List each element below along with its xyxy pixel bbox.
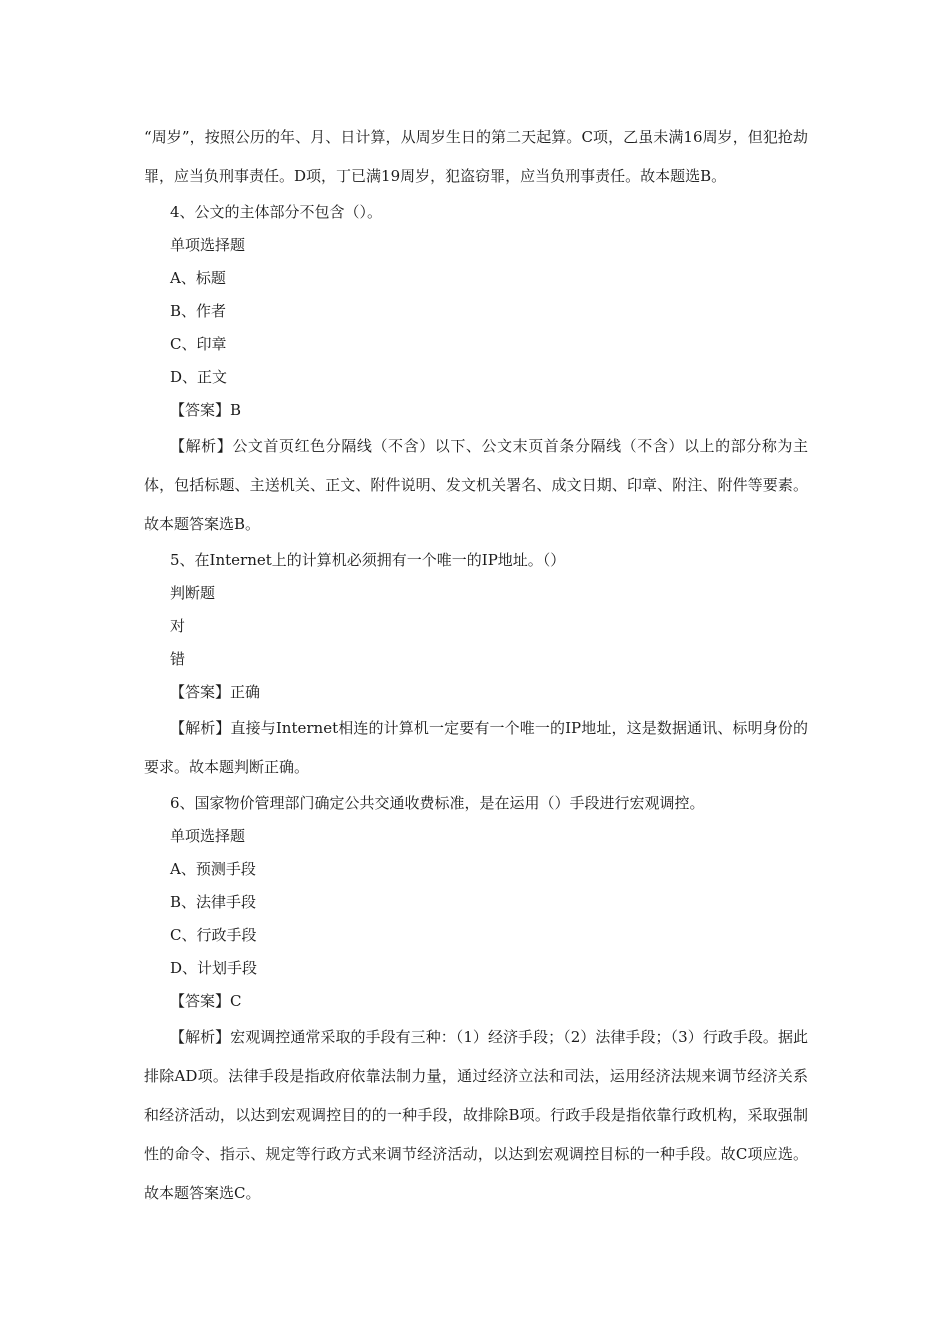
option-d: D、正文 bbox=[170, 368, 228, 386]
answer-line bbox=[144, 394, 808, 427]
analysis-paragraph bbox=[144, 427, 808, 544]
question-type: 单项选择题 bbox=[170, 236, 246, 254]
option-c: C、行政手段 bbox=[170, 926, 257, 944]
analysis-text: 直接与Internet相连的计算机一定要有一个唯一的IP地址，这是数据通讯、标明身份的要求。故本题判断正确。 bbox=[144, 719, 808, 776]
analysis-text: 宏观调控通常采取的手段有三种：（1）经济手段；（2）法律手段；（3）行政手段。据此排除AD项。法律手段是指政府依靠法制力量，通过经济立法和司法，运用经济法规来调节经济关系和经济活动，以达到宏观调控目的的一种手段，故排除B项。行政手段是指依靠行政机构，采取强制性的命令、指示、规定等行政方式来调节经济活动，以达到宏观调控目标的一种手段。故C项应选。故本题答案选C。 bbox=[144, 1028, 808, 1202]
option-a: A、预测手段 bbox=[170, 860, 256, 878]
question-4 bbox=[144, 196, 808, 544]
answer-value: C bbox=[230, 992, 242, 1010]
question-stem: 5、在Internet上的计算机必须拥有一个唯一的IP地址。（） bbox=[170, 551, 566, 569]
answer-label: 【答案】 bbox=[170, 401, 231, 419]
analysis-label: 【解析】 bbox=[170, 719, 231, 737]
option-d: D、计划手段 bbox=[170, 959, 258, 977]
option-c: C、印章 bbox=[170, 335, 227, 353]
question-5 bbox=[144, 544, 808, 787]
question-6 bbox=[144, 787, 808, 1213]
analysis-paragraph bbox=[144, 1018, 808, 1213]
option-b: B、法律手段 bbox=[170, 893, 257, 911]
answer-label: 【答案】 bbox=[170, 992, 231, 1010]
question-type: 单项选择题 bbox=[170, 827, 246, 845]
analysis-text: 公文首页红色分隔线（不含）以下、公文末页首条分隔线（不含）以上的部分称为主体，包括标题、主送机关、正文、附件说明、发文机关署名、成文日期、印章、附注、附件等要素。故本题答案选B。 bbox=[144, 437, 808, 533]
analysis-label: 【解析】 bbox=[170, 437, 233, 455]
option-a: A、标题 bbox=[170, 269, 226, 287]
answer-label: 【答案】 bbox=[170, 683, 231, 701]
question-stem: 6、国家物价管理部门确定公共交通收费标准，是在运用（）手段进行宏观调控。 bbox=[170, 794, 705, 812]
question-stem: 4、公文的主体部分不包含（）。 bbox=[170, 203, 383, 221]
analysis-label: 【解析】 bbox=[170, 1028, 231, 1046]
analysis-paragraph bbox=[144, 709, 808, 787]
answer-line bbox=[144, 676, 808, 709]
answer-value: B bbox=[230, 401, 242, 419]
option-b: B、作者 bbox=[170, 302, 227, 320]
option-false: 错 bbox=[170, 650, 186, 668]
document-page bbox=[144, 118, 808, 1213]
answer-line bbox=[144, 985, 808, 1018]
continuation-paragraph: “周岁”，按照公历的年、月、日计算，从周岁生日的第二天起算。C项，乙虽未满16周岁，但犯抢劫罪，应当负刑事责任。D项，丁已满19周岁，犯盗窃罪，应当负刑事责任。故本题选B。 bbox=[144, 128, 808, 185]
option-true: 对 bbox=[170, 617, 186, 635]
answer-value: 正确 bbox=[230, 683, 261, 701]
question-type: 判断题 bbox=[170, 584, 216, 602]
